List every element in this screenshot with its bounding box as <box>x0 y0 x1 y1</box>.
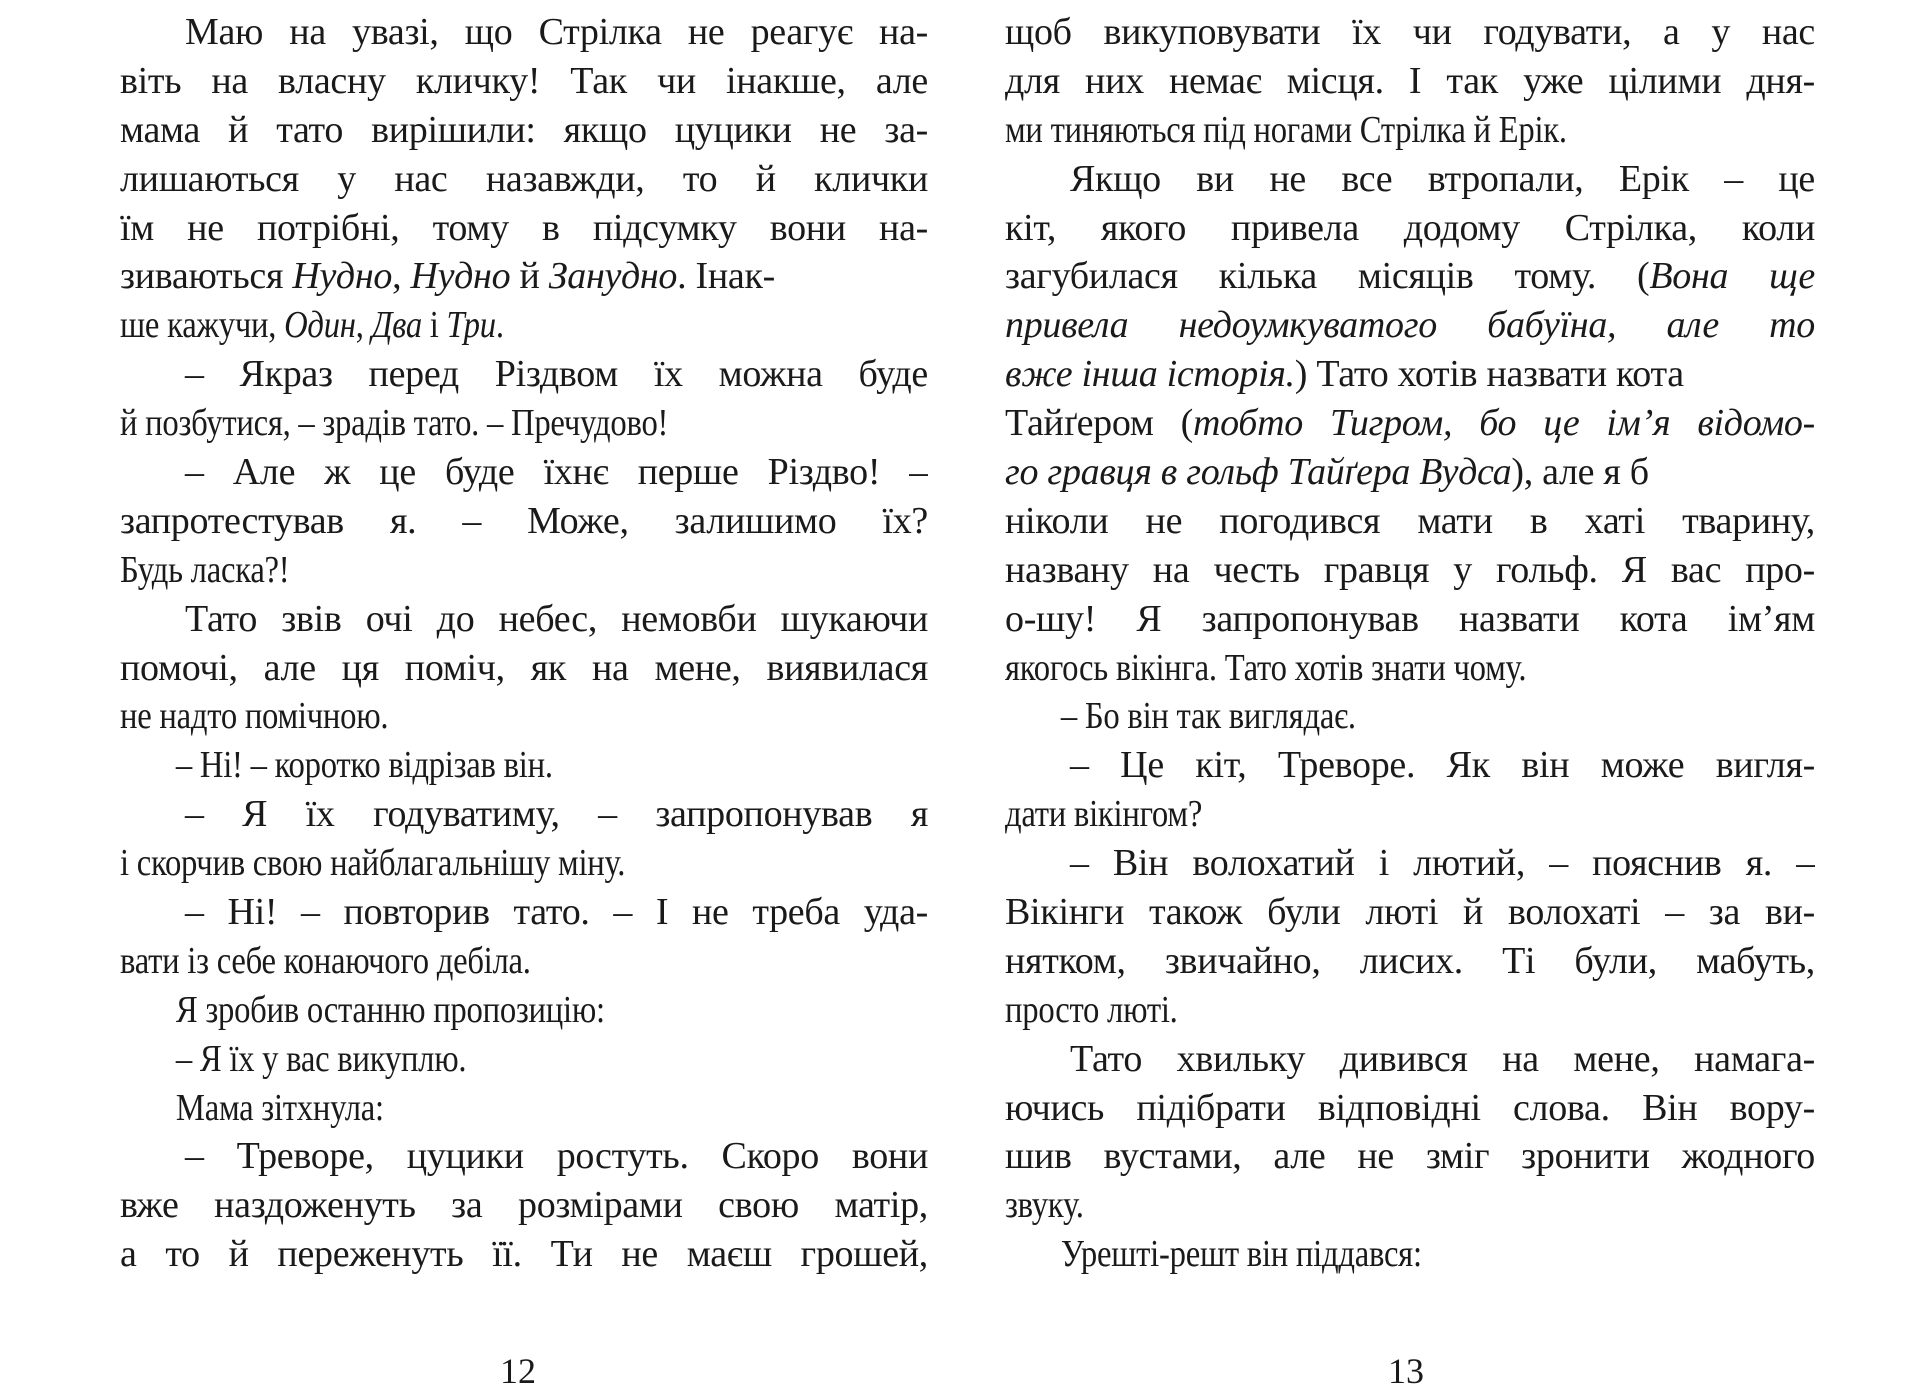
text-segment: Я зробив останню пропозицію: <box>175 988 605 1031</box>
italic-segment: го гравця в гольф Тайґера Вудса <box>1005 451 1512 494</box>
text-line <box>1005 644 1702 693</box>
text-line <box>1005 1230 1702 1279</box>
text-line <box>1005 1132 1815 1181</box>
text-segment: ми тиняються під ногами Стрілка й Ерік. <box>1005 108 1567 151</box>
text-segment: названу на честь гравця у гольф. Я вас про- <box>1005 548 1815 591</box>
text-segment: вати із себе конаючого дебіла. <box>120 939 531 982</box>
text-segment: Якщо ви не все втропали, Ерік – це <box>1070 157 1815 200</box>
text-line <box>1005 986 1702 1035</box>
text-line <box>1005 595 1815 644</box>
text-line <box>120 497 928 546</box>
text-segment: – Якраз перед Різдвом їх можна буде <box>185 353 928 396</box>
text-line <box>120 839 815 888</box>
text-segment: запротестував я. – Може, залишимо їх? <box>120 499 928 542</box>
text-line <box>120 301 815 350</box>
italic-segment: Три <box>446 304 496 347</box>
text-segment: просто люті. <box>1005 988 1178 1031</box>
text-line <box>1005 350 1815 399</box>
text-segment: кіт, якого привела додому Стрілка, коли <box>1005 206 1815 249</box>
text-segment: віть на власну кличку! Так чи інакше, але <box>120 59 928 102</box>
text-segment: о-шу! Я запропонував назвати кота ім’ям <box>1005 597 1815 640</box>
text-line <box>1005 888 1815 937</box>
text-line <box>1005 692 1702 741</box>
italic-segment: Нудно <box>292 255 393 298</box>
text-segment: – Я їх годуватиму, – запропонував я <box>185 793 928 836</box>
text-line <box>1005 1084 1815 1133</box>
text-segment: ), але я б <box>1511 451 1649 494</box>
text-line <box>120 692 815 741</box>
text-line <box>120 350 928 399</box>
text-segment: їм не потрібні, тому в підсумку вони на- <box>120 206 928 249</box>
text-segment: помочі, але ця поміч, як на мене, виявилася <box>120 646 928 689</box>
text-segment: – Ні! – повторив тато. – І не треба уда- <box>185 891 928 934</box>
text-line <box>1005 57 1815 106</box>
text-line <box>1005 546 1815 595</box>
right-page-text <box>1005 8 1815 1279</box>
text-line <box>120 1181 928 1230</box>
text-segment: якогось вікінга. Тато хотів знати чому. <box>1005 646 1527 689</box>
text-line <box>120 1084 815 1133</box>
italic-segment: Вона ще <box>1649 255 1815 298</box>
text-line <box>120 204 928 253</box>
text-segment: звуку. <box>1005 1184 1084 1227</box>
text-line <box>1005 399 1815 448</box>
text-segment: Маю на увазі, що Стрілка не реагує на- <box>185 11 928 53</box>
text-line <box>120 644 928 693</box>
text-segment: а то й переженуть її. Ти не маєш грошей, <box>120 1233 928 1276</box>
italic-segment: привела недоумкуватого бабуїна, але то <box>1005 304 1815 347</box>
text-segment: зиваються <box>120 255 293 298</box>
text-line <box>1005 8 1815 57</box>
text-segment: для них немає місця. І так уже цілими дня- <box>1005 59 1815 102</box>
text-line <box>1005 790 1702 839</box>
text-line <box>120 448 928 497</box>
text-segment: не надто помічною. <box>120 695 389 738</box>
text-segment: . <box>495 304 504 347</box>
text-segment: Будь ласка?! <box>120 548 290 591</box>
text-segment: лишаються у нас назавжди, то й клички <box>120 157 928 200</box>
text-segment: – Ні! – коротко відрізав він. <box>175 744 553 787</box>
text-segment: – Це кіт, Треворе. Як він може вигля- <box>1070 744 1815 787</box>
text-line <box>120 1230 928 1279</box>
text-segment: – Бо він так виглядає. <box>1060 695 1356 738</box>
text-line <box>120 986 815 1035</box>
italic-segment: Нудно <box>410 255 511 298</box>
italic-segment: Занудно <box>548 255 678 298</box>
text-line <box>120 1132 928 1181</box>
text-line <box>1005 839 1815 888</box>
text-line <box>120 8 928 57</box>
text-segment: . Інак- <box>677 255 776 298</box>
text-segment: Тато хвильку дивився на мене, намага- <box>1070 1037 1815 1080</box>
text-segment: , <box>355 304 372 347</box>
text-line <box>120 888 928 937</box>
page-number-right: 13 <box>1388 1351 1424 1391</box>
text-line <box>120 1035 815 1084</box>
text-line <box>1005 204 1815 253</box>
text-segment: – Треворе, цуцики ростуть. Скоро вони <box>185 1135 928 1178</box>
text-segment: вже наздоженуть за розмірами свою матір, <box>120 1184 928 1227</box>
text-segment: нятком, звичайно, лисих. Ті були, мабуть, <box>1005 939 1815 982</box>
text-line <box>120 252 928 301</box>
text-segment: і <box>421 304 447 347</box>
text-segment: Тато звів очі до небес, немовби шукаючи <box>185 597 928 640</box>
text-line <box>1005 741 1815 790</box>
text-segment: дати вікінгом? <box>1005 793 1203 836</box>
text-segment: мама й тато вирішили: якщо цуцики не за- <box>120 108 928 151</box>
text-segment: щоб викуповувати їх чи годувати, а у нас <box>1005 11 1815 53</box>
text-line <box>120 546 815 595</box>
text-line <box>120 595 928 644</box>
text-line <box>1005 252 1815 301</box>
italic-segment: Один <box>284 304 356 347</box>
italic-segment: тобто Тигром, бо це ім’я відомо- <box>1192 402 1815 445</box>
text-segment: ше кажучи, <box>120 304 285 347</box>
text-segment: і скорчив свою найблагальнішу міну. <box>120 842 626 885</box>
text-segment: – Я їх у вас викуплю. <box>175 1037 467 1080</box>
text-line <box>1005 155 1815 204</box>
text-line <box>120 790 928 839</box>
text-line <box>120 937 815 986</box>
text-segment: Тайґером ( <box>1005 402 1193 445</box>
text-line <box>1005 1181 1702 1230</box>
text-line <box>120 741 815 790</box>
text-segment: – Але ж це буде їхнє перше Різдво! – <box>185 451 928 494</box>
text-segment: ) Тато хотів назвати кота <box>1294 353 1684 396</box>
text-segment: й позбутися, – зрадів тато. – Пречудово! <box>120 402 669 445</box>
text-line <box>1005 937 1815 986</box>
text-segment: шив вустами, але не зміг зронити жодного <box>1005 1135 1815 1178</box>
page-number-left: 12 <box>500 1351 536 1391</box>
text-segment: ючись підібрати відповідні слова. Він вору- <box>1005 1086 1815 1129</box>
text-line <box>1005 497 1815 546</box>
text-line <box>1005 448 1815 497</box>
text-line <box>120 155 928 204</box>
text-segment: – Він волохатий і лютий, – пояснив я. – <box>1070 842 1815 885</box>
text-segment: , <box>392 255 411 298</box>
text-line <box>1005 106 1702 155</box>
left-page-text <box>120 8 928 1279</box>
italic-segment: Два <box>371 304 422 347</box>
text-line <box>1005 1035 1815 1084</box>
text-segment: Урешті-решт він піддався: <box>1060 1233 1422 1276</box>
text-line <box>120 399 815 448</box>
text-line <box>120 57 928 106</box>
text-segment: загубилася кілька місяців тому. ( <box>1005 255 1650 298</box>
text-segment: ніколи не погодився мати в хаті тварину, <box>1005 499 1815 542</box>
text-line <box>1005 301 1815 350</box>
text-segment: Вікінги також були люті й волохаті – за ви- <box>1005 891 1815 934</box>
text-segment: Мама зітхнула: <box>175 1086 384 1129</box>
italic-segment: вже інша історія. <box>1005 353 1295 396</box>
text-line <box>120 106 928 155</box>
text-segment: й <box>510 255 549 298</box>
